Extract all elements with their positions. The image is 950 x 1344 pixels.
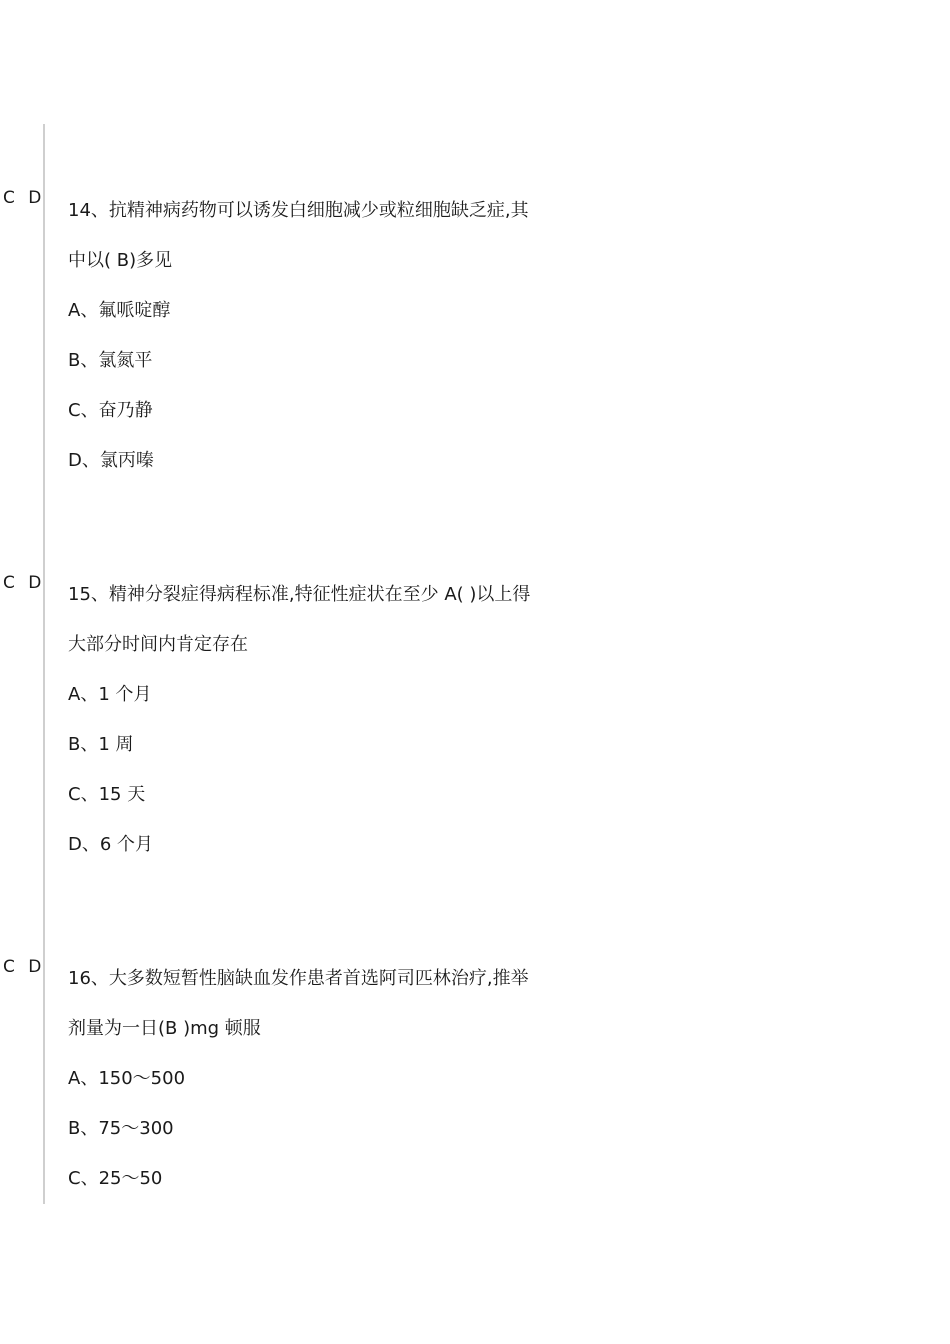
option-b: B、氯氮平 [68, 350, 153, 371]
option-d: D、氯丙嗪 [68, 450, 154, 471]
question-14 [68, 199, 568, 499]
option-b: B、1 周 [68, 734, 134, 755]
question-stem: 16、大多数短暂性脑缺血发作患者首选阿司匹林治疗,推举 [68, 968, 529, 989]
option-d: D、6 个月 [68, 834, 154, 855]
side-mark: C D [3, 188, 46, 208]
option-c: C、25～50 [68, 1168, 163, 1189]
side-mark: C D [3, 957, 46, 977]
question-stem: 14、抗精神病药物可以诱发白细胞减少或粒细胞缺乏症,其 [68, 200, 529, 221]
question-stem-continued: 剂量为一日(B )mg 顿服 [68, 1018, 261, 1039]
option-b: B、75～300 [68, 1118, 174, 1139]
option-a: A、氟哌啶醇 [68, 300, 171, 321]
side-mark: C D [3, 573, 46, 593]
question-stem-continued: 大部分时间内肯定存在 [68, 634, 248, 655]
question-15 [68, 583, 568, 883]
question-16 [68, 967, 568, 1217]
question-stem: 15、精神分裂症得病程标准,特征性症状在至少 A( )以上得 [68, 584, 531, 605]
question-stem-continued: 中以( B)多见 [68, 250, 173, 271]
option-c: C、15 天 [68, 784, 146, 805]
option-a: A、1 个月 [68, 684, 152, 705]
option-c: C、奋乃静 [68, 400, 153, 421]
option-a: A、150～500 [68, 1068, 186, 1089]
margin-rule [43, 124, 45, 1204]
